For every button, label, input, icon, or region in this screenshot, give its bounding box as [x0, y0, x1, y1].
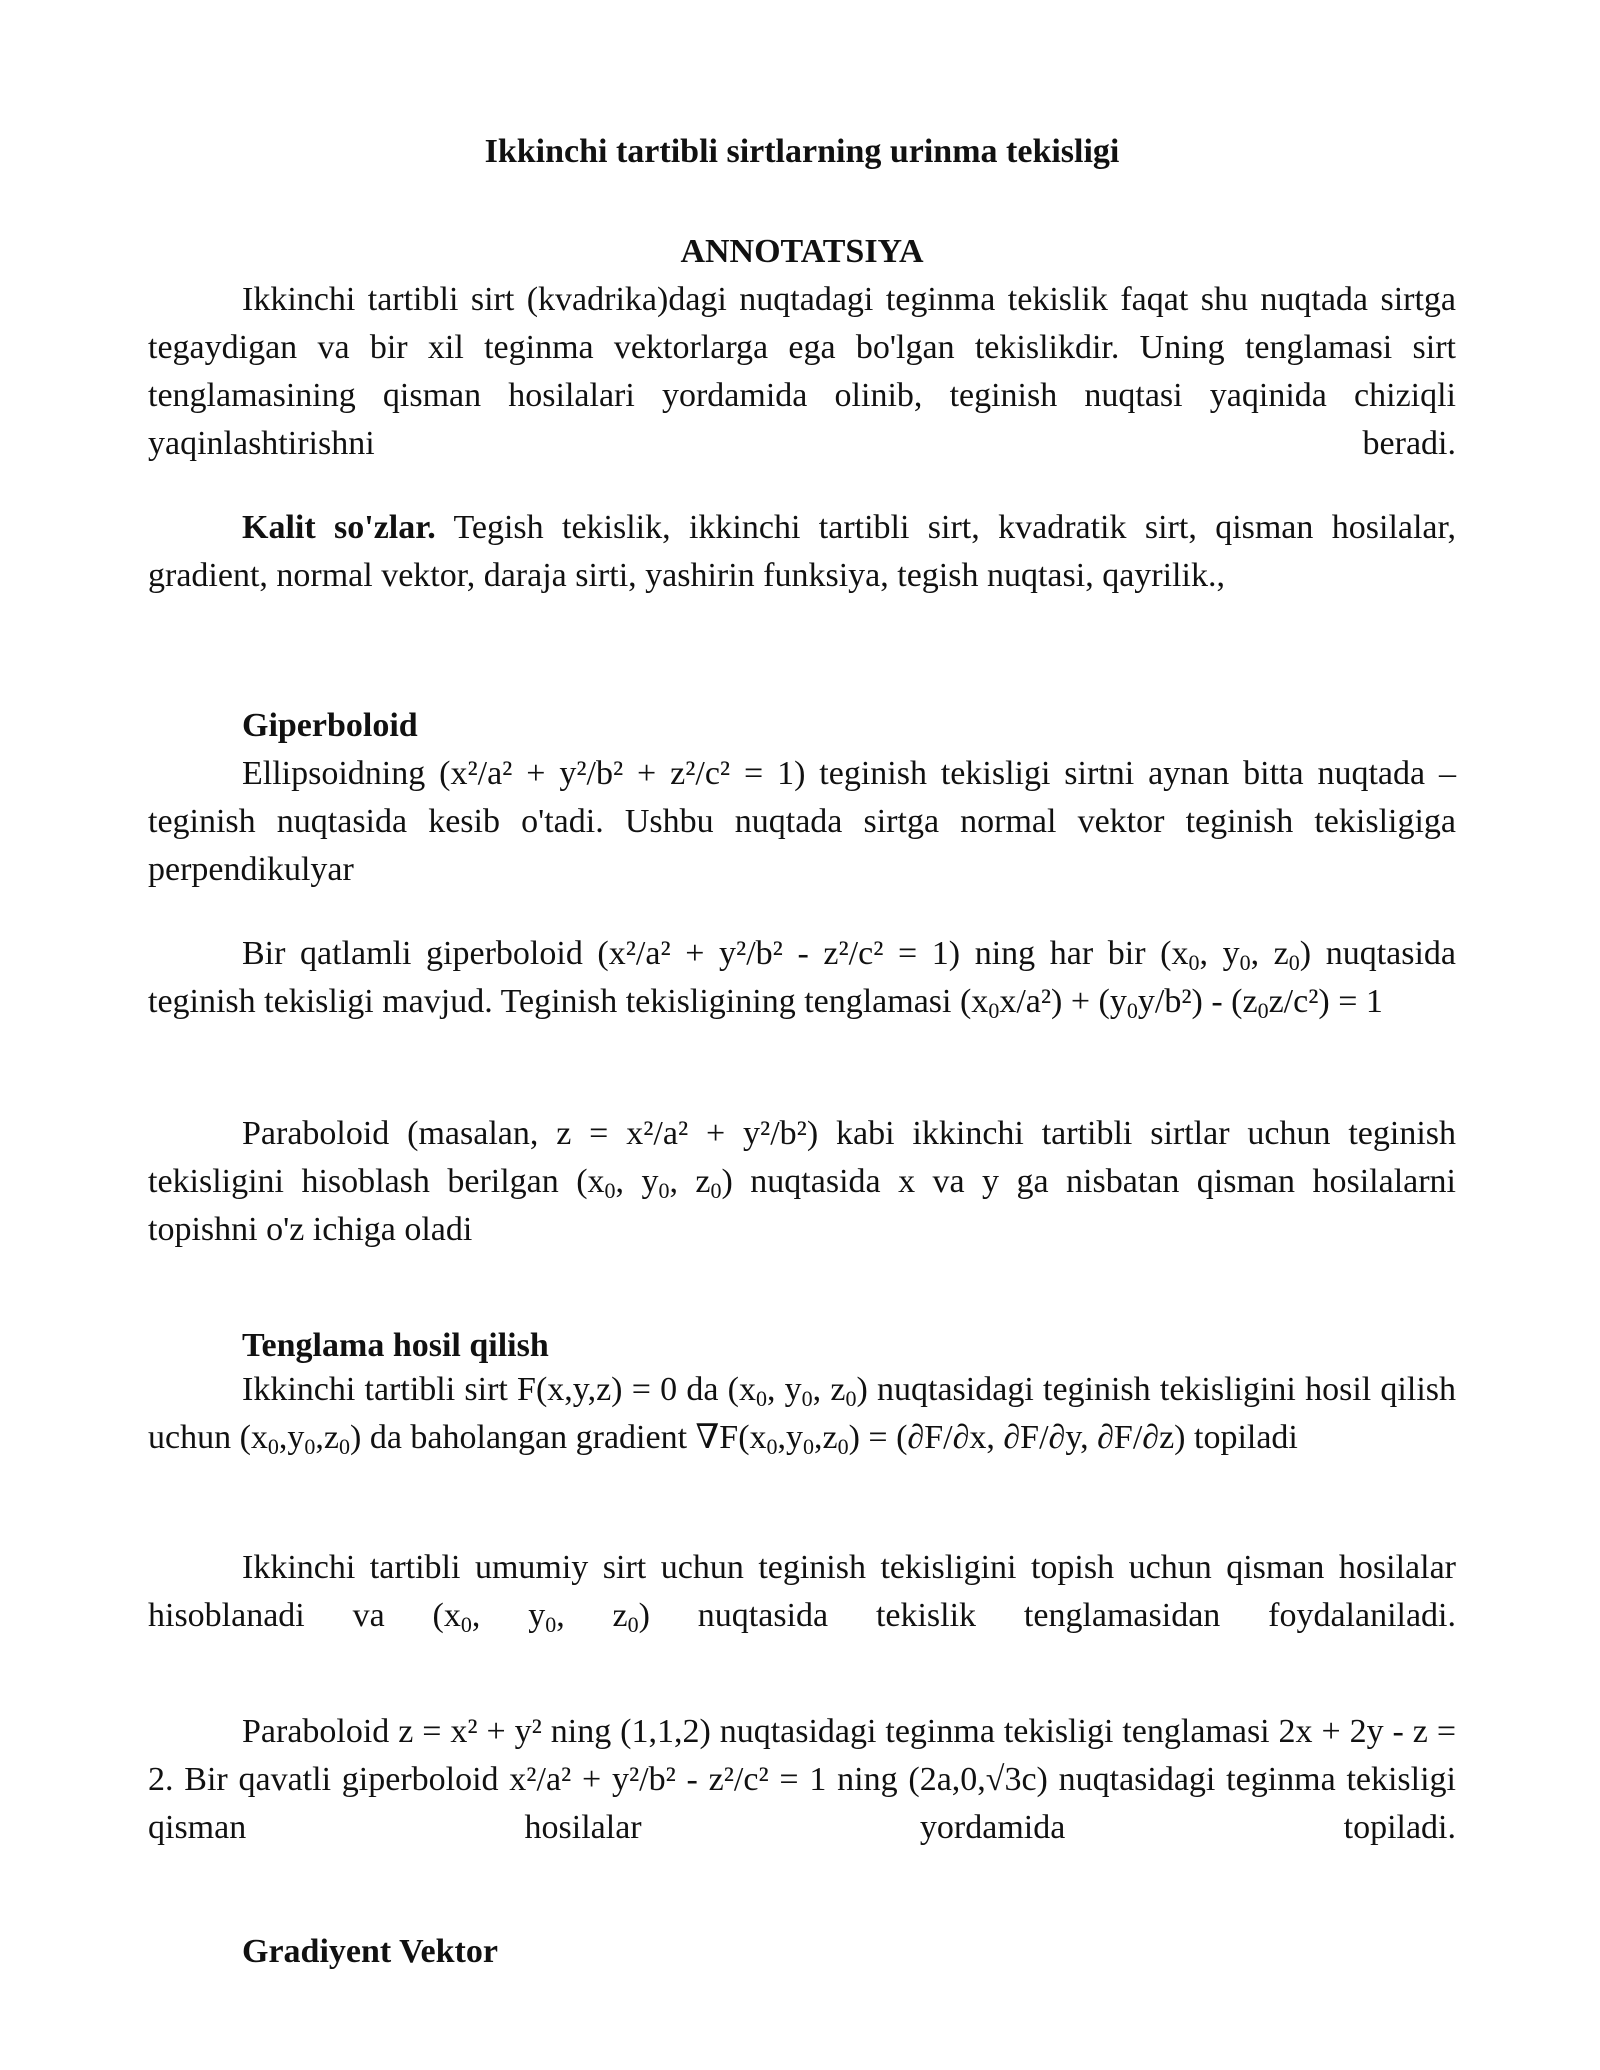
keywords-paragraph	[148, 504, 1456, 600]
keywords-text: Tegish tekislik, ikkinchi tartibli sirt, kvadratik sirt, qisman hosilalar, gradient, normal vektor, daraja sirti, yashirin funksiya, tegish nuqtasi, qayrilik.,	[148, 509, 1456, 594]
hyperboloid-paragraph: Bir qatlamli giperboloid (x²/a² + y²/b² - z²/c² = 1) ning har bir ($x_0$, $y_0$, $z_0$) nuqtasida teginish tekisligi mavjud. Teginish tekisligining tenglamasi $(x_0x/a^2) + (y_0y/b^2) - (z_0z/c^2) = 1$	[148, 935, 1457, 1023]
example-paragraph: Paraboloid z = x² + y² ning (1,1,2) nuqtasidagi teginma tekisligi tenglamasi 2x + 2y - z = 2. Bir qavatli giperboloid x²/a² + y²/b² - z²/c² = 1 ning (2a,0,√3c) nuqtasidagi teginma tekisligi qisman hosilalar yordamida topiladi.	[148, 1713, 1456, 1846]
gradient-paragraph: Ikkinchi tartibli sirt F(x,y,z) = 0 da ($x_0$, $y_0$, $z_0$) nuqtasidagi teginish tekisligini hosil qilish uchun $(x_0,y_0,z_0)$ da baholangan gradient $\nabla F(x_0,y_0,z_0) = (\partial F/\partial x$, ∂F/∂y, ∂F/∂z) topiladi	[148, 1371, 1457, 1459]
document-title: Ikkinchi tartibli sirtlarning urinma tekisligi	[484, 133, 1120, 170]
section-heading-giperboloid: Giperboloid	[242, 707, 418, 744]
partial-derivatives-paragraph: Ikkinchi tartibli umumiy sirt uchun teginish tekisligini topish uchun qisman hosilalar hisoblanadi va ($x_0$, $y_0$, $z_0$) nuqtasida tekislik tenglamasidan foydalaniladi.	[148, 1549, 1457, 1637]
document-page	[148, 0, 1456, 2070]
section-heading-tenglama: Tenglama hosil qilish	[242, 1327, 549, 1364]
keywords-label: Kalit so'zlar.	[242, 509, 436, 546]
section-heading-gradiyent: Gradiyent Vektor	[242, 1933, 498, 1970]
annotation-heading: ANNOTATSIYA	[680, 233, 924, 270]
annotation-paragraph: Ikkinchi tartibli sirt (kvadrika)dagi nuqtadagi teginma tekislik faqat shu nuqtada sirtga tegaydigan va bir xil teginma vektorlarga ega bo'lgan tekislikdir. Uning tenglamasi sirt tenglamasining qisman hosilalari yordamida olinib, teginish nuqtasi yaqinida chiziqli yaqinlashtirishni beradi.	[148, 281, 1456, 462]
ellipsoid-paragraph: Ellipsoidning (x²/a² + y²/b² + z²/c² = 1) teginish tekisligi sirtni aynan bitta nuqtada – teginish nuqtasida kesib o'tadi. Ushbu nuqtada sirtga normal vektor teginish tekisligiga perpendikulyar	[148, 755, 1456, 888]
paraboloid-paragraph: Paraboloid (masalan, z = x²/a² + y²/b²) kabi ikkinchi tartibli sirtlar uchun teginish tekisligini hisoblash berilgan ($x_0$, $y_0$, $z_0$) nuqtasida x va y ga nisbatan qisman hosilalarni topishni o'z ichiga oladi	[148, 1115, 1456, 1248]
